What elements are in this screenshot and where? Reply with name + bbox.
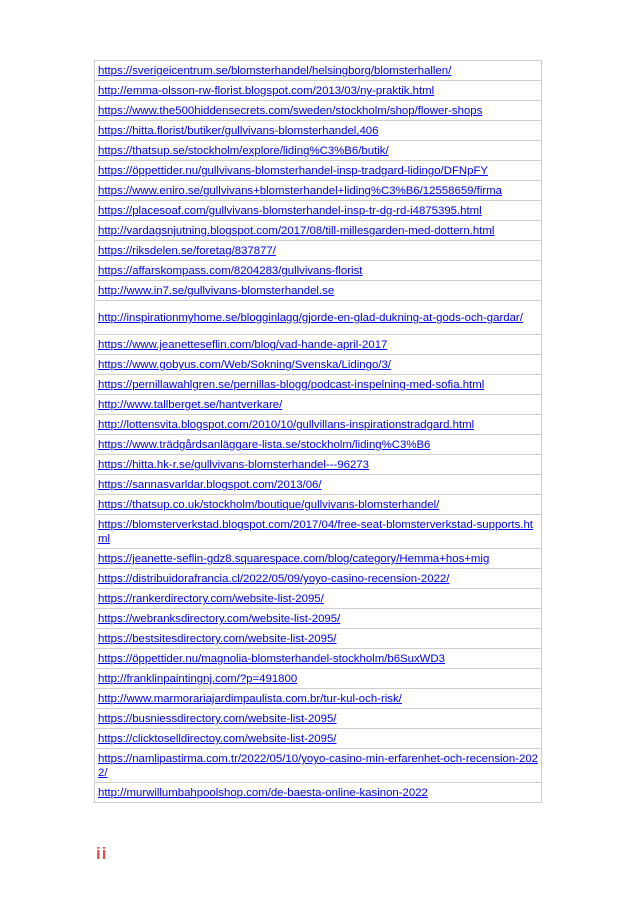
table-row bbox=[95, 261, 542, 281]
table-cell bbox=[95, 121, 542, 141]
table-row bbox=[95, 629, 542, 649]
table-row bbox=[95, 515, 542, 549]
table-cell bbox=[95, 455, 542, 475]
table-cell bbox=[95, 355, 542, 375]
link-text[interactable]: http://murwillumbahpoolshop.com/de-baesta-online-kasinon-2022 bbox=[98, 787, 428, 799]
link-text[interactable]: https://riksdelen.se/foretag/837877/ bbox=[98, 245, 276, 257]
link-text[interactable]: https://öppettider.nu/magnolia-blomsterhandel-stockholm/b6SuxWD3 bbox=[98, 653, 445, 665]
table-row bbox=[95, 783, 542, 803]
table-cell bbox=[95, 729, 542, 749]
link-text[interactable]: https://www.the500hiddensecrets.com/sweden/stockholm/shop/flower-shops bbox=[98, 105, 483, 117]
table-cell bbox=[95, 749, 542, 783]
table-cell bbox=[95, 495, 542, 515]
link-text[interactable]: https://www.gobyus.com/Web/Sokning/Svenska/Lidingo/3/ bbox=[98, 359, 391, 371]
table-cell bbox=[95, 161, 542, 181]
link-text[interactable]: https://affarskompass.com/8204283/gullvivans-florist bbox=[98, 265, 363, 277]
table-row bbox=[95, 121, 542, 141]
table-cell bbox=[95, 649, 542, 669]
table-cell bbox=[95, 281, 542, 301]
table-row bbox=[95, 201, 542, 221]
table-cell bbox=[95, 669, 542, 689]
link-text[interactable]: https://www.eniro.se/gullvivans+blomsterhandel+liding%C3%B6/12558659/firma bbox=[98, 185, 502, 197]
page-number: ii bbox=[96, 844, 108, 863]
table-row bbox=[95, 101, 542, 121]
link-text[interactable]: https://pernillawahlgren.se/pernillas-blogg/podcast-inspelning-med-sofia.html bbox=[98, 379, 485, 391]
table-row bbox=[95, 749, 542, 783]
link-text[interactable]: https://busniessdirectory.com/website-list-2095/ bbox=[98, 713, 337, 725]
link-text[interactable]: https://www.jeanetteseflin.com/blog/vad-hande-april-2017 bbox=[98, 339, 388, 351]
table-row bbox=[95, 669, 542, 689]
link-text[interactable]: http://vardagsnjutning.blogspot.com/2017/08/till-millesgarden-med-dottern.html bbox=[98, 225, 495, 237]
table-cell bbox=[95, 241, 542, 261]
link-table-body bbox=[95, 61, 542, 803]
table-row bbox=[95, 395, 542, 415]
table-row bbox=[95, 475, 542, 495]
link-text[interactable]: https://placesoaf.com/gullvivans-blomsterhandel-insp-tr-dg-rd-i4875395.html bbox=[98, 205, 482, 217]
link-text[interactable]: http://emma-olsson-rw-florist.blogspot.com/2013/03/ny-praktik.html bbox=[98, 85, 435, 97]
link-text[interactable]: https://namlipastirma.com.tr/2022/05/10/yoyo-casino-min-erfarenhet-och-recension-2022/ bbox=[98, 753, 539, 779]
table-cell bbox=[95, 181, 542, 201]
table-row bbox=[95, 609, 542, 629]
table-cell bbox=[95, 709, 542, 729]
link-text[interactable]: https://sannasvarldar.blogspot.com/2013/06/ bbox=[98, 479, 322, 491]
link-text[interactable]: https://www.trädgårdsanläggare-lista.se/stockholm/liding%C3%B6 bbox=[98, 439, 431, 451]
table-cell bbox=[95, 515, 542, 549]
table-row bbox=[95, 495, 542, 515]
link-text[interactable]: http://inspirationmyhome.se/blogginlagg/gjorde-en-glad-dukning-at-gods-och-gardar/ bbox=[98, 312, 523, 324]
table-row bbox=[95, 161, 542, 181]
link-text[interactable]: https://blomsterverkstad.blogspot.com/2017/04/free-seat-blomsterverkstad-supports.html bbox=[98, 519, 533, 545]
table-row bbox=[95, 689, 542, 709]
link-text[interactable]: https://rankerdirectory.com/website-list-2095/ bbox=[98, 593, 324, 605]
table-row bbox=[95, 221, 542, 241]
table-cell bbox=[95, 435, 542, 455]
table-cell bbox=[95, 301, 542, 335]
table-row bbox=[95, 589, 542, 609]
table-row bbox=[95, 241, 542, 261]
table-cell bbox=[95, 101, 542, 121]
table-cell bbox=[95, 375, 542, 395]
link-text[interactable]: https://clicktoselldirectoy.com/website-list-2095/ bbox=[98, 733, 337, 745]
table-row bbox=[95, 649, 542, 669]
link-table bbox=[94, 60, 542, 803]
table-row bbox=[95, 181, 542, 201]
link-text[interactable]: http://franklinpaintingnj.com/?p=491800 bbox=[98, 673, 298, 685]
link-text[interactable]: https://thatsup.se/stockholm/explore/liding%C3%B6/butik/ bbox=[98, 145, 389, 157]
link-text[interactable]: https://thatsup.co.uk/stockholm/boutique/gullvivans-blomsterhandel/ bbox=[98, 499, 440, 511]
link-text[interactable]: https://jeanette-seflin-gdz8.squarespace.com/blog/category/Hemma+hos+mig bbox=[98, 553, 490, 565]
table-row bbox=[95, 301, 542, 335]
table-row bbox=[95, 61, 542, 81]
table-cell bbox=[95, 141, 542, 161]
table-row bbox=[95, 709, 542, 729]
table-cell bbox=[95, 415, 542, 435]
table-cell bbox=[95, 61, 542, 81]
table-row bbox=[95, 435, 542, 455]
link-text[interactable]: http://www.tallberget.se/hantverkare/ bbox=[98, 399, 283, 411]
table-cell bbox=[95, 395, 542, 415]
table-cell bbox=[95, 261, 542, 281]
table-row bbox=[95, 281, 542, 301]
table-row bbox=[95, 375, 542, 395]
link-text[interactable]: https://bestsitesdirectory.com/website-list-2095/ bbox=[98, 633, 337, 645]
table-row bbox=[95, 335, 542, 355]
link-text[interactable]: https://distribuidorafrancia.cl/2022/05/09/yoyo-casino-recension-2022/ bbox=[98, 573, 450, 585]
table-cell bbox=[95, 783, 542, 803]
table-cell bbox=[95, 475, 542, 495]
table-row bbox=[95, 141, 542, 161]
table-cell bbox=[95, 629, 542, 649]
table-cell bbox=[95, 81, 542, 101]
table-cell bbox=[95, 569, 542, 589]
link-text[interactable]: http://www.in7.se/gullvivans-blomsterhandel.se bbox=[98, 285, 335, 297]
link-text[interactable]: http://www.marmorariajardimpaulista.com.br/tur-kul-och-risk/ bbox=[98, 693, 402, 705]
link-text[interactable]: https://öppettider.nu/gullvivans-blomsterhandel-insp-tradgard-lidingo/DFNpFY bbox=[98, 165, 489, 177]
table-cell bbox=[95, 549, 542, 569]
table-cell bbox=[95, 609, 542, 629]
table-cell bbox=[95, 589, 542, 609]
table-cell bbox=[95, 201, 542, 221]
link-text[interactable]: https://hitta.florist/butiker/gullvivans-blomsterhandel,406 bbox=[98, 125, 379, 137]
table-row bbox=[95, 415, 542, 435]
table-row bbox=[95, 81, 542, 101]
link-text[interactable]: https://sverigeicentrum.se/blomsterhandel/helsingborg/blomsterhallen/ bbox=[98, 65, 452, 77]
table-row bbox=[95, 729, 542, 749]
table-row bbox=[95, 455, 542, 475]
table-row bbox=[95, 549, 542, 569]
link-text[interactable]: http://lottensvita.blogspot.com/2010/10/gullvillans-inspirationstradgard.html bbox=[98, 419, 475, 431]
table-cell bbox=[95, 689, 542, 709]
link-text[interactable]: https://hitta.hk-r.se/gullvivans-blomsterhandel---96273 bbox=[98, 459, 369, 471]
link-text[interactable]: https://webranksdirectory.com/website-list-2095/ bbox=[98, 613, 341, 625]
table-row bbox=[95, 569, 542, 589]
table-row bbox=[95, 355, 542, 375]
table-cell bbox=[95, 335, 542, 355]
table-cell bbox=[95, 221, 542, 241]
